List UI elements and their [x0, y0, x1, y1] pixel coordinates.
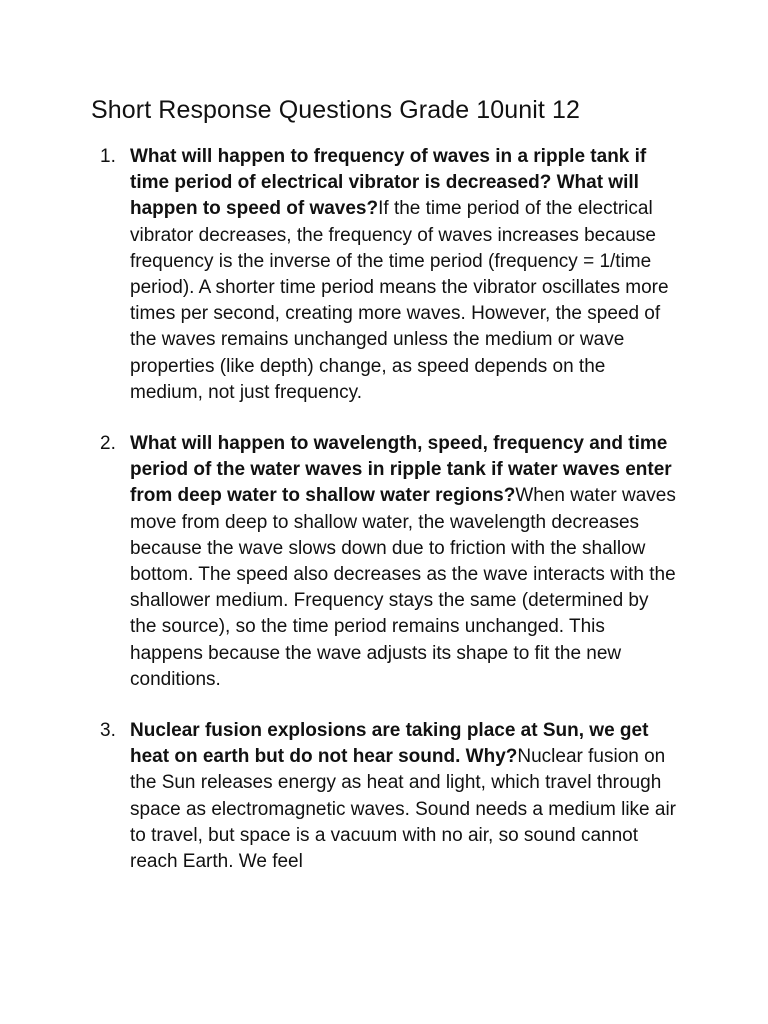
- answer-text: If the time period of the electrical vibrator decreases, the frequency of waves increases because frequency is the inverse of the time period (frequency = 1/time period). A shorter time period means the vibrator oscillates more times per second, creating more waves. However, the speed of the waves remains unchanged unless the medium or wave properties (like depth) change, as speed depends on the medium, not just frequency.: [130, 198, 669, 403]
- question-list: [100, 144, 680, 900]
- question-number: 1.: [100, 146, 116, 167]
- question-number: 2.: [100, 433, 116, 455]
- question-number: 3.: [100, 720, 116, 742]
- answer-text: When water waves move from deep to shallow water, the wavelength decreases because the wave slows down due to friction with the shallow bottom. The speed also decreases as the wave interacts with the shallower medium. Frequency stays the same (determined by the source), so the time period remains unchanged. This happens because the wave adjusts its shape to fit the new conditions.: [130, 485, 676, 690]
- question-item-3: [100, 718, 680, 875]
- question-item-2: [100, 431, 680, 693]
- question-text-block: [130, 718, 680, 875]
- question-text: Nuclear fusion explosions are taking place at Sun, we get heat on earth but do not hear sound. Why?: [130, 720, 649, 768]
- question-text: What will happen to frequency of waves in a ripple tank if time period of electrical vibrator is decreased? What will happen to speed of waves?: [130, 146, 647, 220]
- question-item-1: [100, 144, 680, 406]
- page-title: Short Response Questions Grade 10unit 12: [91, 96, 581, 124]
- answer-text: Nuclear fusion on the Sun releases energy as heat and light, which travel through space as electromagnetic waves. Sound needs a medium like air to travel, but space is a vacuum with no air, so sound cannot reach Earth. We feel: [130, 746, 677, 873]
- question-text-block: [130, 144, 680, 406]
- question-text-block: [130, 431, 680, 693]
- question-text: What will happen to wavelength, speed, frequency and time period of the water waves in ripple tank if water waves enter from deep water to shallow water regions?: [130, 433, 672, 507]
